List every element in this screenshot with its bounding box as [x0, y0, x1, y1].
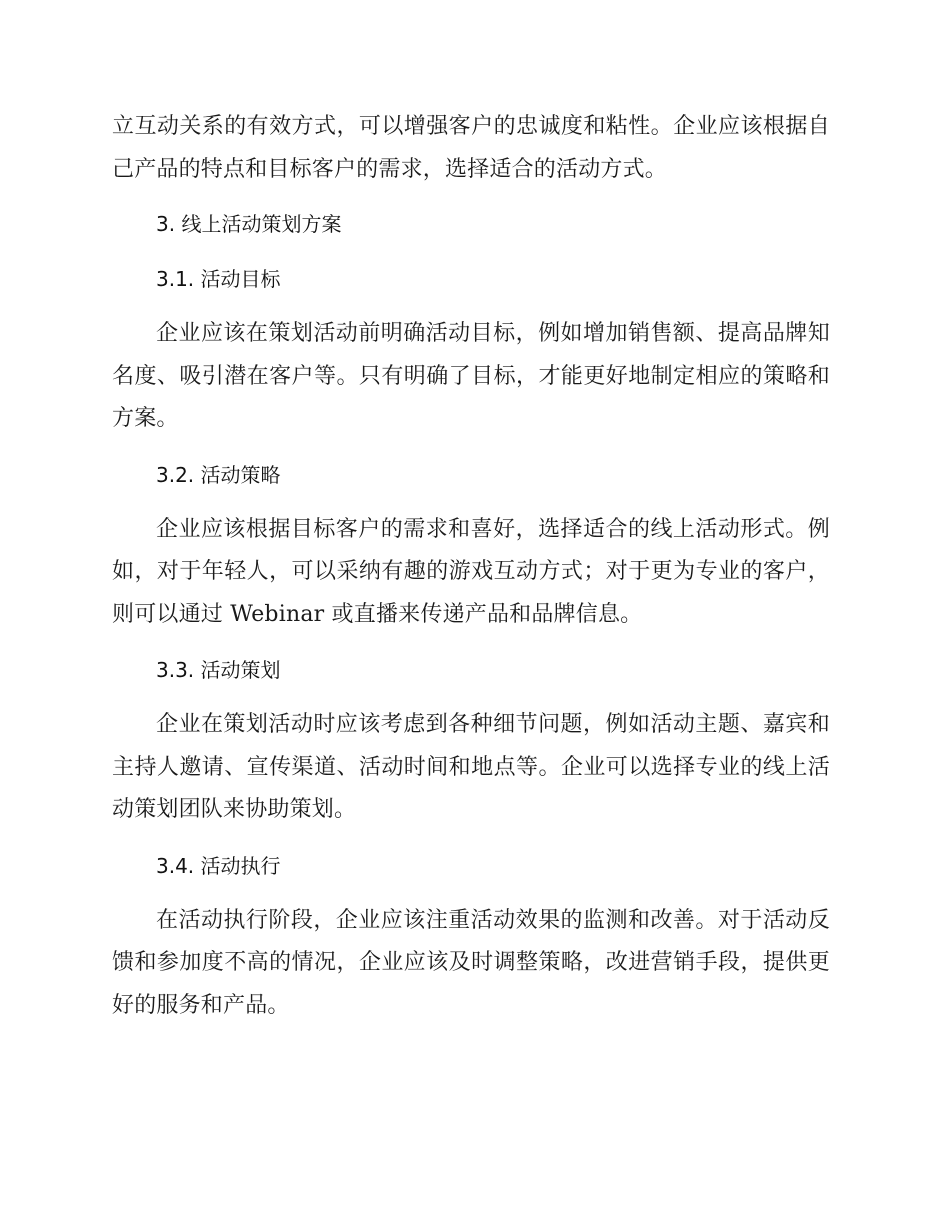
- subsection-body-goal: 企业应该在策划活动前明确活动目标，例如增加销售额、提高品牌知名度、吸引潜在客户等。只有明确了目标，才能更好地制定相应的策略和方案。: [112, 321, 830, 431]
- subsection-heading-strategy: 3.2. 活动策略: [156, 462, 281, 487]
- subsection-body-planning: 企业在策划活动时应该考虑到各种细节问题，例如活动主题、嘉宾和主持人邀请、宣传渠道、活动时间和地点等。企业可以选择专业的线上活动策划团队来协助策划。: [112, 712, 830, 822]
- document-page: [112, 106, 830, 1027]
- subsection-body-execution: 在活动执行阶段，企业应该注重活动效果的监测和改善。对于活动反馈和参加度不高的情况，企业应该及时调整策略，改进营销手段，提供更好的服务和产品。: [112, 907, 830, 1018]
- section-heading: 3. 线上活动策划方案: [156, 212, 342, 236]
- subsection-heading-goal: 3.1. 活动目标: [156, 267, 281, 291]
- intro-paragraph: 立互动关系的有效方式，可以增强客户的忠诚度和粘性。企业应该根据自己产品的特点和目标客户的需求，选择适合的活动方式。: [112, 114, 830, 182]
- subsection-body-strategy: 企业应该根据目标客户的需求和喜好，选择适合的线上活动形式。例如，对于年轻人，可以采纳有趣的游戏互动方式；对于更为专业的客户，则可以通过 Webinar 或直播来传递产品和品牌信息。: [112, 516, 830, 627]
- subsection-heading-planning: 3.3. 活动策划: [156, 658, 281, 682]
- subsection-heading-execution: 3.4. 活动执行: [156, 853, 281, 878]
